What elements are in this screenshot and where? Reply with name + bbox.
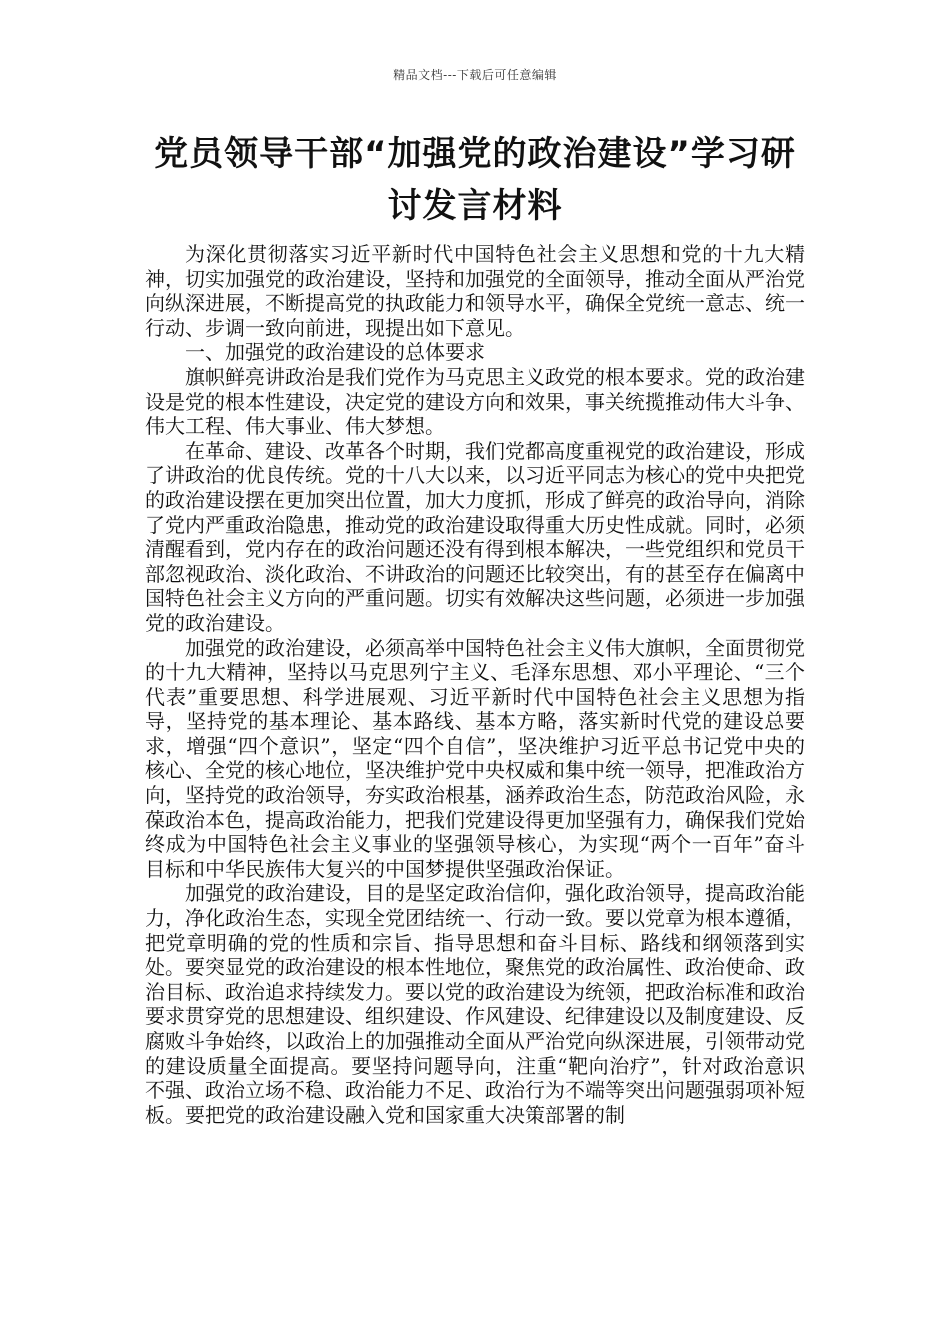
section-heading: 一、加强党的政治建设的总体要求 bbox=[185, 340, 485, 365]
paragraph: 在革命、建设、改革各个时期，我们党都高度重视党的政治建设，形成了讲政治的优良传统。党的十八大以来，以习近平同志为核心的党中央把党的政治建设摆在更加突出位置，加大力度抓，形成了鲜亮的政治导向，消除了党内严重政治隐患，推动党的政治建设取得重大历史性成就。同时，必须清醒看到，党内存在的政治问题还没有得到根本解决，一些党组织和党员干部忽视政治、淡化政治、不讲政治的问题还比较突出，有的甚至存在偏离中国特色社会主义方向的严重问题。切实有效解决这些问题，必须进一步加强党的政治建设。 bbox=[145, 438, 805, 635]
document-body bbox=[145, 242, 805, 1127]
paragraph: 加强党的政治建设，必须高举中国特色社会主义伟大旗帜，全面贯彻党的十九大精神，坚持以马克思列宁主义、毛泽东思想、邓小平理论、“三个代表”重要思想、科学进展观、习近平新时代中国特色社会主义思想为指导，坚持党的基本理论、基本路线、基本方略，落实新时代党的建设总要求，增强“四个意识”，坚定“四个自信”，坚决维护习近平总书记党中央的核心、全党的核心地位，坚决维护党中央权威和集中统一领导，把准政治方向，坚持党的政治领导，夯实政治根基，涵养政治生态，防范政治风险，永葆政治本色，提高政治能力，把我们党建设得更加坚强有力，确保我们党始终成为中国特色社会主义事业的坚强领导核心，为实现“两个一百年”奋斗目标和中华民族伟大复兴的中国梦提供坚强政治保证。 bbox=[145, 635, 805, 881]
header-note: 精品文档---下载后可任意编辑 bbox=[393, 68, 557, 82]
paragraph: 旗帜鲜亮讲政治是我们党作为马克思主义政党的根本要求。党的政治建设是党的根本性建设，决定党的建设方向和效果，事关统揽推动伟大斗争、伟大工程、伟大事业、伟大梦想。 bbox=[145, 364, 805, 439]
paragraph: 加强党的政治建设，目的是坚定政治信仰，强化政治领导，提高政治能力，净化政治生态，实现全党团结统一、行动一致。要以党章为根本遵循，把党章明确的党的性质和宗旨、指导思想和奋斗目标、路线和纲领落到实处。要突显党的政治建设的根本性地位，聚焦党的政治属性、政治使命、政治目标、政治追求持续发力。要以党的政治建设为统领，把政治标准和政治要求贯穿党的思想建设、组织建设、作风建设、纪律建设以及制度建设、反腐败斗争始终，以政治上的加强推动全面从严治党向纵深进展，引领带动党的建设质量全面提高。要坚持问题导向，注重“靶向治疗”，针对政治意识不强、政治立场不稳、政治能力不足、政治行为不端等突出问题强弱项补短板。要把党的政治建设融入党和国家重大决策部署的制 bbox=[145, 881, 805, 1127]
document-title: 党员领导干部“加强党的政治建设”学习研讨发言材料 bbox=[154, 134, 796, 226]
paragraph-intro: 为深化贯彻落实习近平新时代中国特色社会主义思想和党的十九大精神，切实加强党的政治建设，坚持和加强党的全面领导，推动全面从严治党向纵深进展，不断提高党的执政能力和领导水平，确保全党统一意志、统一行动、步调一致向前进，现提出如下意见。 bbox=[145, 242, 805, 340]
